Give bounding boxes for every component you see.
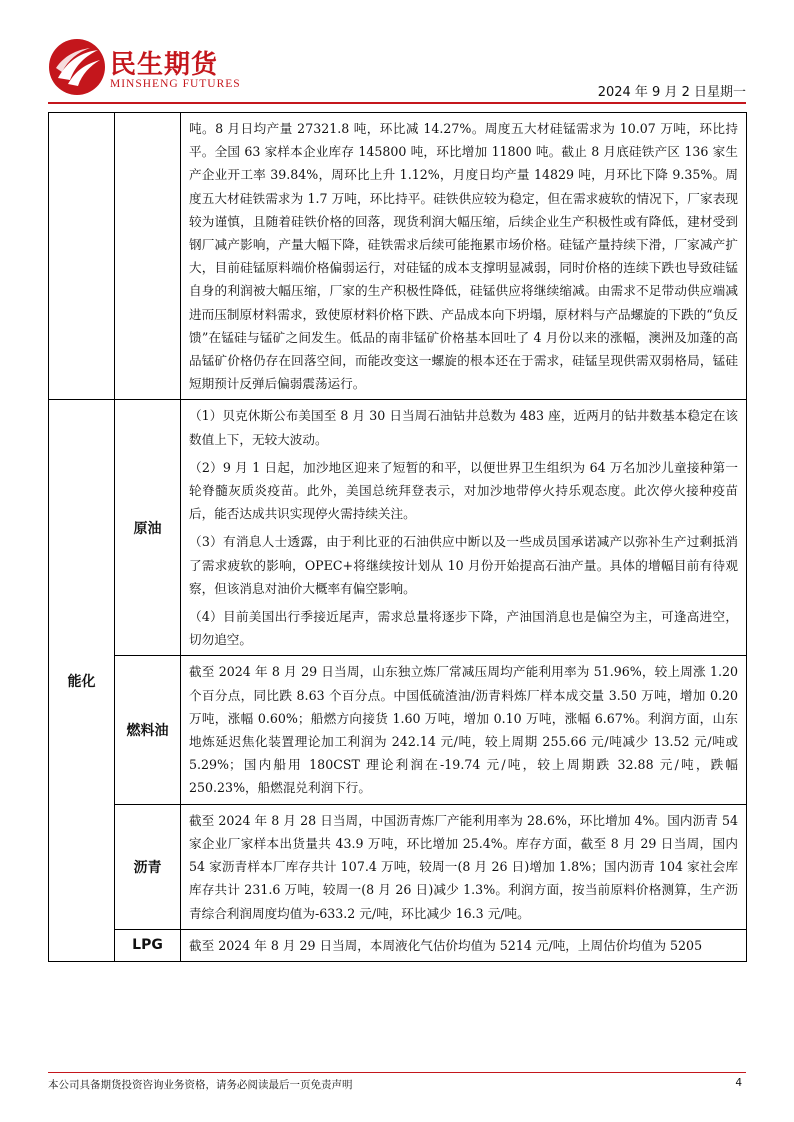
sub-cell-asphalt: 沥青 xyxy=(115,804,181,929)
content-cell xyxy=(181,929,747,961)
sub-cell-crude-oil: 原油 xyxy=(115,400,181,656)
content-cell xyxy=(181,656,747,804)
content-cell xyxy=(181,400,747,656)
table-row xyxy=(49,804,747,929)
content-cell xyxy=(181,804,747,929)
table-row xyxy=(49,656,747,804)
paragraph: （2）9 月 1 日起，加沙地区迎来了短暂的和平，以便世界卫生组织为 64 万名加沙儿童接种第一轮脊髓灰质炎疫苗。此外，美国总统拜登表示，对加沙地带停火持乐观态度。此次停火接种疫苗后，能否达成共识实现停火需持续关注。 xyxy=(189,459,738,522)
paragraph: （4）目前美国出行季接近尾声，需求总量将逐步下降，产油国消息也是偏空为主，可逢高进空，切勿追空。 xyxy=(189,609,738,648)
paragraph: 截至 2024 年 8 月 29 日当周，山东独立炼厂常减压周均产能利用率为 51.96%，较上周涨 1.20 个百分点，同比跌 8.63 个百分点。中国低硫渣油/沥青料炼厂样本成交量 3.50 万吨，增加 0.20 万吨，涨幅 0.60%；船燃方向接货 1.60 万吨，增加 0.10 万吨，涨幅 6.67%。利润方面，山东地炼延迟焦化装置理论加工利润为 242.14 元/吨，较上周期 255.66 元/吨减少 13.52 元/吨或 5.29%；国内船用 180CST 理论利润在-19.74 元/吨，较上周期跌 32.88 元/吨，跌幅 250.23%，船燃混兑利润下行。 xyxy=(189,664,738,796)
table-row xyxy=(49,929,747,961)
report-date: 2024 年 9 月 2 日星期一 xyxy=(597,85,746,100)
paragraph: 吨。8 月日均产量 27321.8 吨，环比减 14.27%。周度五大材硅锰需求为 10.07 万吨，环比持平。全国 63 家样本企业库存 145800 吨，环比增加 11800 吨。截止 8 月底硅铁产区 136 家生产企业开工率 39.84%，周环比上升 1.12%，月度日均产量 14829 吨，月环比下降 9.35%。周度五大材硅铁需求为 1.7 万吨，环比持平。硅铁供应较为稳定，但在需求疲软的情况下，厂家表现较为谨慎，且随着硅铁价格的回落，现货利润大幅压缩，后续企业生产积极性或有降低，建材受到钢厂减产影响，产量大幅下降，硅铁需求后续可能拖累市场价格。硅锰产量持续下滑，厂家减产扩大，目前硅锰原料端价格偏弱运行，对硅锰的成本支撑明显减弱，同时价格的连续下跌也导致硅锰自身的利润被大幅压缩，厂家的生产积极性降低，硅锰供应将继续缩减。由需求不足带动供应端减进而压制原材料需求，致使原材料价格下跌、产品成本向下坍塌，原材料与产品螺旋的下跌的“负反馈”在锰硅与锰矿之间发生。低品的南非锰矿价格基本回吐了 4 月份以来的涨幅，澳洲及加蓬的高品锰矿价格仍存在回落空间，而能改变这一螺旋的根本还在于需求，硅锰呈现供需双弱格局，锰硅短期预计反弹后偏弱震荡运行。 xyxy=(189,121,738,392)
paragraph: 截至 2024 年 8 月 28 日当周，中国沥青炼厂产能利用率为 28.6%，环比增加 4%。国内沥青 54 家企业厂家样本出货量共 43.9 万吨，环比增加 25.4%。库存方面，截至 8 月 29 日当周，国内 54 家沥青样本厂库存共计 107.4 万吨，较周一(8 月 26 日)增加 1.8%；国内沥青 104 家社会库库存共计 231.6 万吨，较周一(8 月 26 日)减少 1.3%。利润方面，按当前原料价格测算，生产沥青综合利润周度均值为-633.2 元/吨，环比减少 16.3 元/吨。 xyxy=(189,812,738,921)
company-name-cn: 民生期货 xyxy=(110,50,219,80)
paragraph: （3）有消息人士透露，由于利比亚的石油供应中断以及一些成员国承诺减产以弥补生产过剩抵消了需求疲软的影响，OPEC+将继续按计划从 10 月份开始提高石油产量。具体的增幅目前有待观察，但该消息对油价大概率有偏空影响。 xyxy=(189,534,738,596)
table-row xyxy=(49,113,747,400)
disclaimer-text: 本公司具备期货投资咨询业务资格，请务必阅读最后一页免责声明 xyxy=(48,1079,353,1091)
sub-cell-fuel-oil: 燃料油 xyxy=(115,656,181,804)
table-row xyxy=(49,400,747,656)
minsheng-logo-icon xyxy=(48,38,106,96)
company-name-en: MINSHENG FUTURES xyxy=(110,78,241,90)
sector-cell-empty xyxy=(49,113,115,400)
header-divider xyxy=(48,102,746,104)
sector-cell: 能化 xyxy=(49,400,115,961)
paragraph: （1）贝克休斯公布美国至 8 月 30 日当周石油钻井总数为 483 座，近两月的钻井数基本稳定在该数值上下，无较大波动。 xyxy=(189,408,738,447)
page-header xyxy=(48,38,746,102)
content-cell xyxy=(181,113,747,400)
page-number: 4 xyxy=(735,1077,742,1089)
page-footer xyxy=(48,1072,746,1093)
paragraph: 截至 2024 年 8 月 29 日当周，本周液化气估价均值为 5214 元/吨，上周估价均值为 5205 xyxy=(189,937,703,953)
sub-cell-lpg: LPG xyxy=(115,929,181,961)
commodity-table xyxy=(48,112,747,962)
sub-cell-empty xyxy=(115,113,181,400)
